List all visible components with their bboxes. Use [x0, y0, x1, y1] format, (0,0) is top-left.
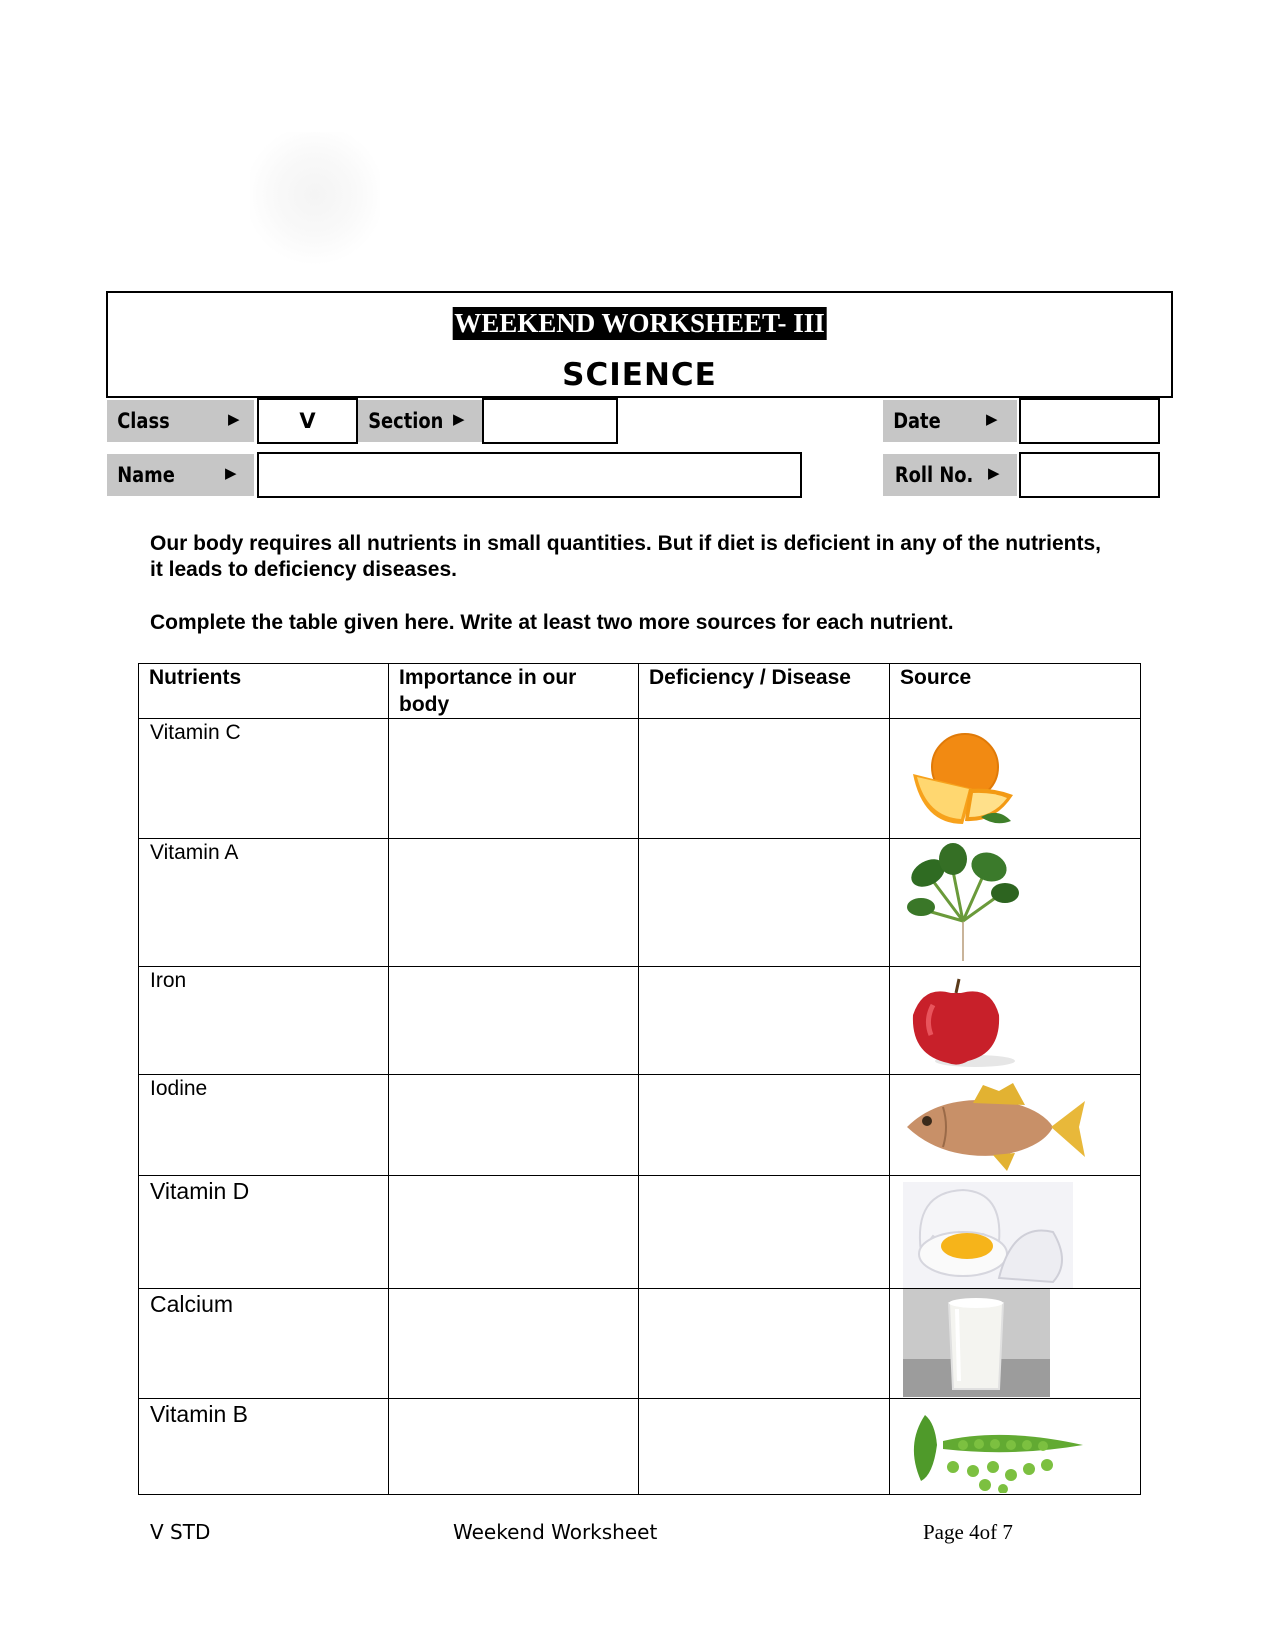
header-source: Source — [890, 664, 1141, 719]
section-arrow-icon: ▶ — [453, 411, 465, 428]
peas-icon — [903, 1405, 1093, 1493]
egg-icon — [903, 1182, 1073, 1288]
table-header-row — [139, 664, 1141, 719]
source-cell[interactable] — [890, 1176, 1141, 1289]
school-logo-faint — [250, 132, 380, 272]
importance-answer-cell[interactable] — [389, 839, 639, 967]
class-arrow-icon: ▶ — [228, 411, 240, 428]
nutrient-name: Vitamin C — [139, 719, 389, 839]
importance-answer-cell[interactable] — [389, 967, 639, 1075]
source-cell[interactable] — [890, 1289, 1141, 1399]
deficiency-answer-cell[interactable] — [639, 719, 890, 839]
class-label: Class — [117, 409, 170, 433]
source-cell[interactable] — [890, 839, 1141, 967]
roll-arrow-icon: ▶ — [988, 465, 1000, 482]
name-field[interactable] — [257, 452, 802, 498]
footer-title: Weekend Worksheet — [453, 1520, 658, 1544]
section-field[interactable] — [482, 398, 618, 444]
nutrient-name: Vitamin D — [139, 1176, 389, 1289]
nutrient-name: Calcium — [139, 1289, 389, 1399]
importance-answer-cell[interactable] — [389, 1075, 639, 1176]
importance-answer-cell[interactable] — [389, 1399, 639, 1495]
deficiency-answer-cell[interactable] — [639, 1289, 890, 1399]
deficiency-answer-cell[interactable] — [639, 1075, 890, 1176]
importance-answer-cell[interactable] — [389, 719, 639, 839]
deficiency-answer-cell[interactable] — [639, 967, 890, 1075]
nutrient-name: Vitamin A — [139, 839, 389, 967]
table-row — [139, 719, 1141, 839]
nutrient-name: Iodine — [139, 1075, 389, 1176]
date-arrow-icon: ▶ — [986, 411, 998, 428]
footer-class: V STD — [150, 1520, 211, 1544]
intro-paragraph: Our body requires all nutrients in small quantities. But if diet is deficient in any of the nutrients, it leads to deficiency diseases. — [150, 532, 1101, 581]
table-row — [139, 1399, 1141, 1495]
header-importance: Importance in our body — [389, 664, 639, 719]
roll-field[interactable] — [1019, 452, 1160, 498]
apple-icon — [903, 975, 1018, 1071]
nutrient-name: Iron — [139, 967, 389, 1075]
orange-icon — [903, 729, 1018, 829]
worksheet-header — [106, 291, 1173, 398]
source-cell[interactable] — [890, 719, 1141, 839]
source-cell[interactable] — [890, 1399, 1141, 1495]
task-instruction: Complete the table given here. Write at least two more sources for each nutrient. — [150, 611, 954, 634]
nutrient-name: Vitamin B — [139, 1399, 389, 1495]
fish-icon — [903, 1077, 1088, 1173]
importance-answer-cell[interactable] — [389, 1289, 639, 1399]
source-cell[interactable] — [890, 967, 1141, 1075]
header-deficiency: Deficiency / Disease — [639, 664, 890, 719]
source-cell[interactable] — [890, 1075, 1141, 1176]
importance-answer-cell[interactable] — [389, 1176, 639, 1289]
date-label: Date — [893, 409, 941, 433]
subject-title: SCIENCE — [562, 357, 717, 393]
deficiency-answer-cell[interactable] — [639, 1399, 890, 1495]
name-arrow-icon: ▶ — [225, 465, 237, 482]
table-row — [139, 1176, 1141, 1289]
footer-page-number: Page 4of 7 — [923, 1520, 1013, 1544]
header-nutrients: Nutrients — [139, 664, 389, 719]
table-row — [139, 1289, 1141, 1399]
milk-icon — [903, 1289, 1050, 1397]
table-row — [139, 967, 1141, 1075]
section-label: Section — [368, 409, 444, 433]
table-row — [139, 1075, 1141, 1176]
name-label: Name — [117, 463, 175, 487]
roll-label: Roll No. — [894, 463, 974, 487]
worksheet-title: WEEKEND WORKSHEET- III — [454, 308, 825, 338]
class-field[interactable]: V — [257, 398, 358, 444]
spinach-icon — [903, 841, 1023, 965]
table-row — [139, 839, 1141, 967]
date-field[interactable] — [1019, 398, 1160, 444]
deficiency-answer-cell[interactable] — [639, 1176, 890, 1289]
nutrient-table — [138, 663, 1141, 1495]
deficiency-answer-cell[interactable] — [639, 839, 890, 967]
